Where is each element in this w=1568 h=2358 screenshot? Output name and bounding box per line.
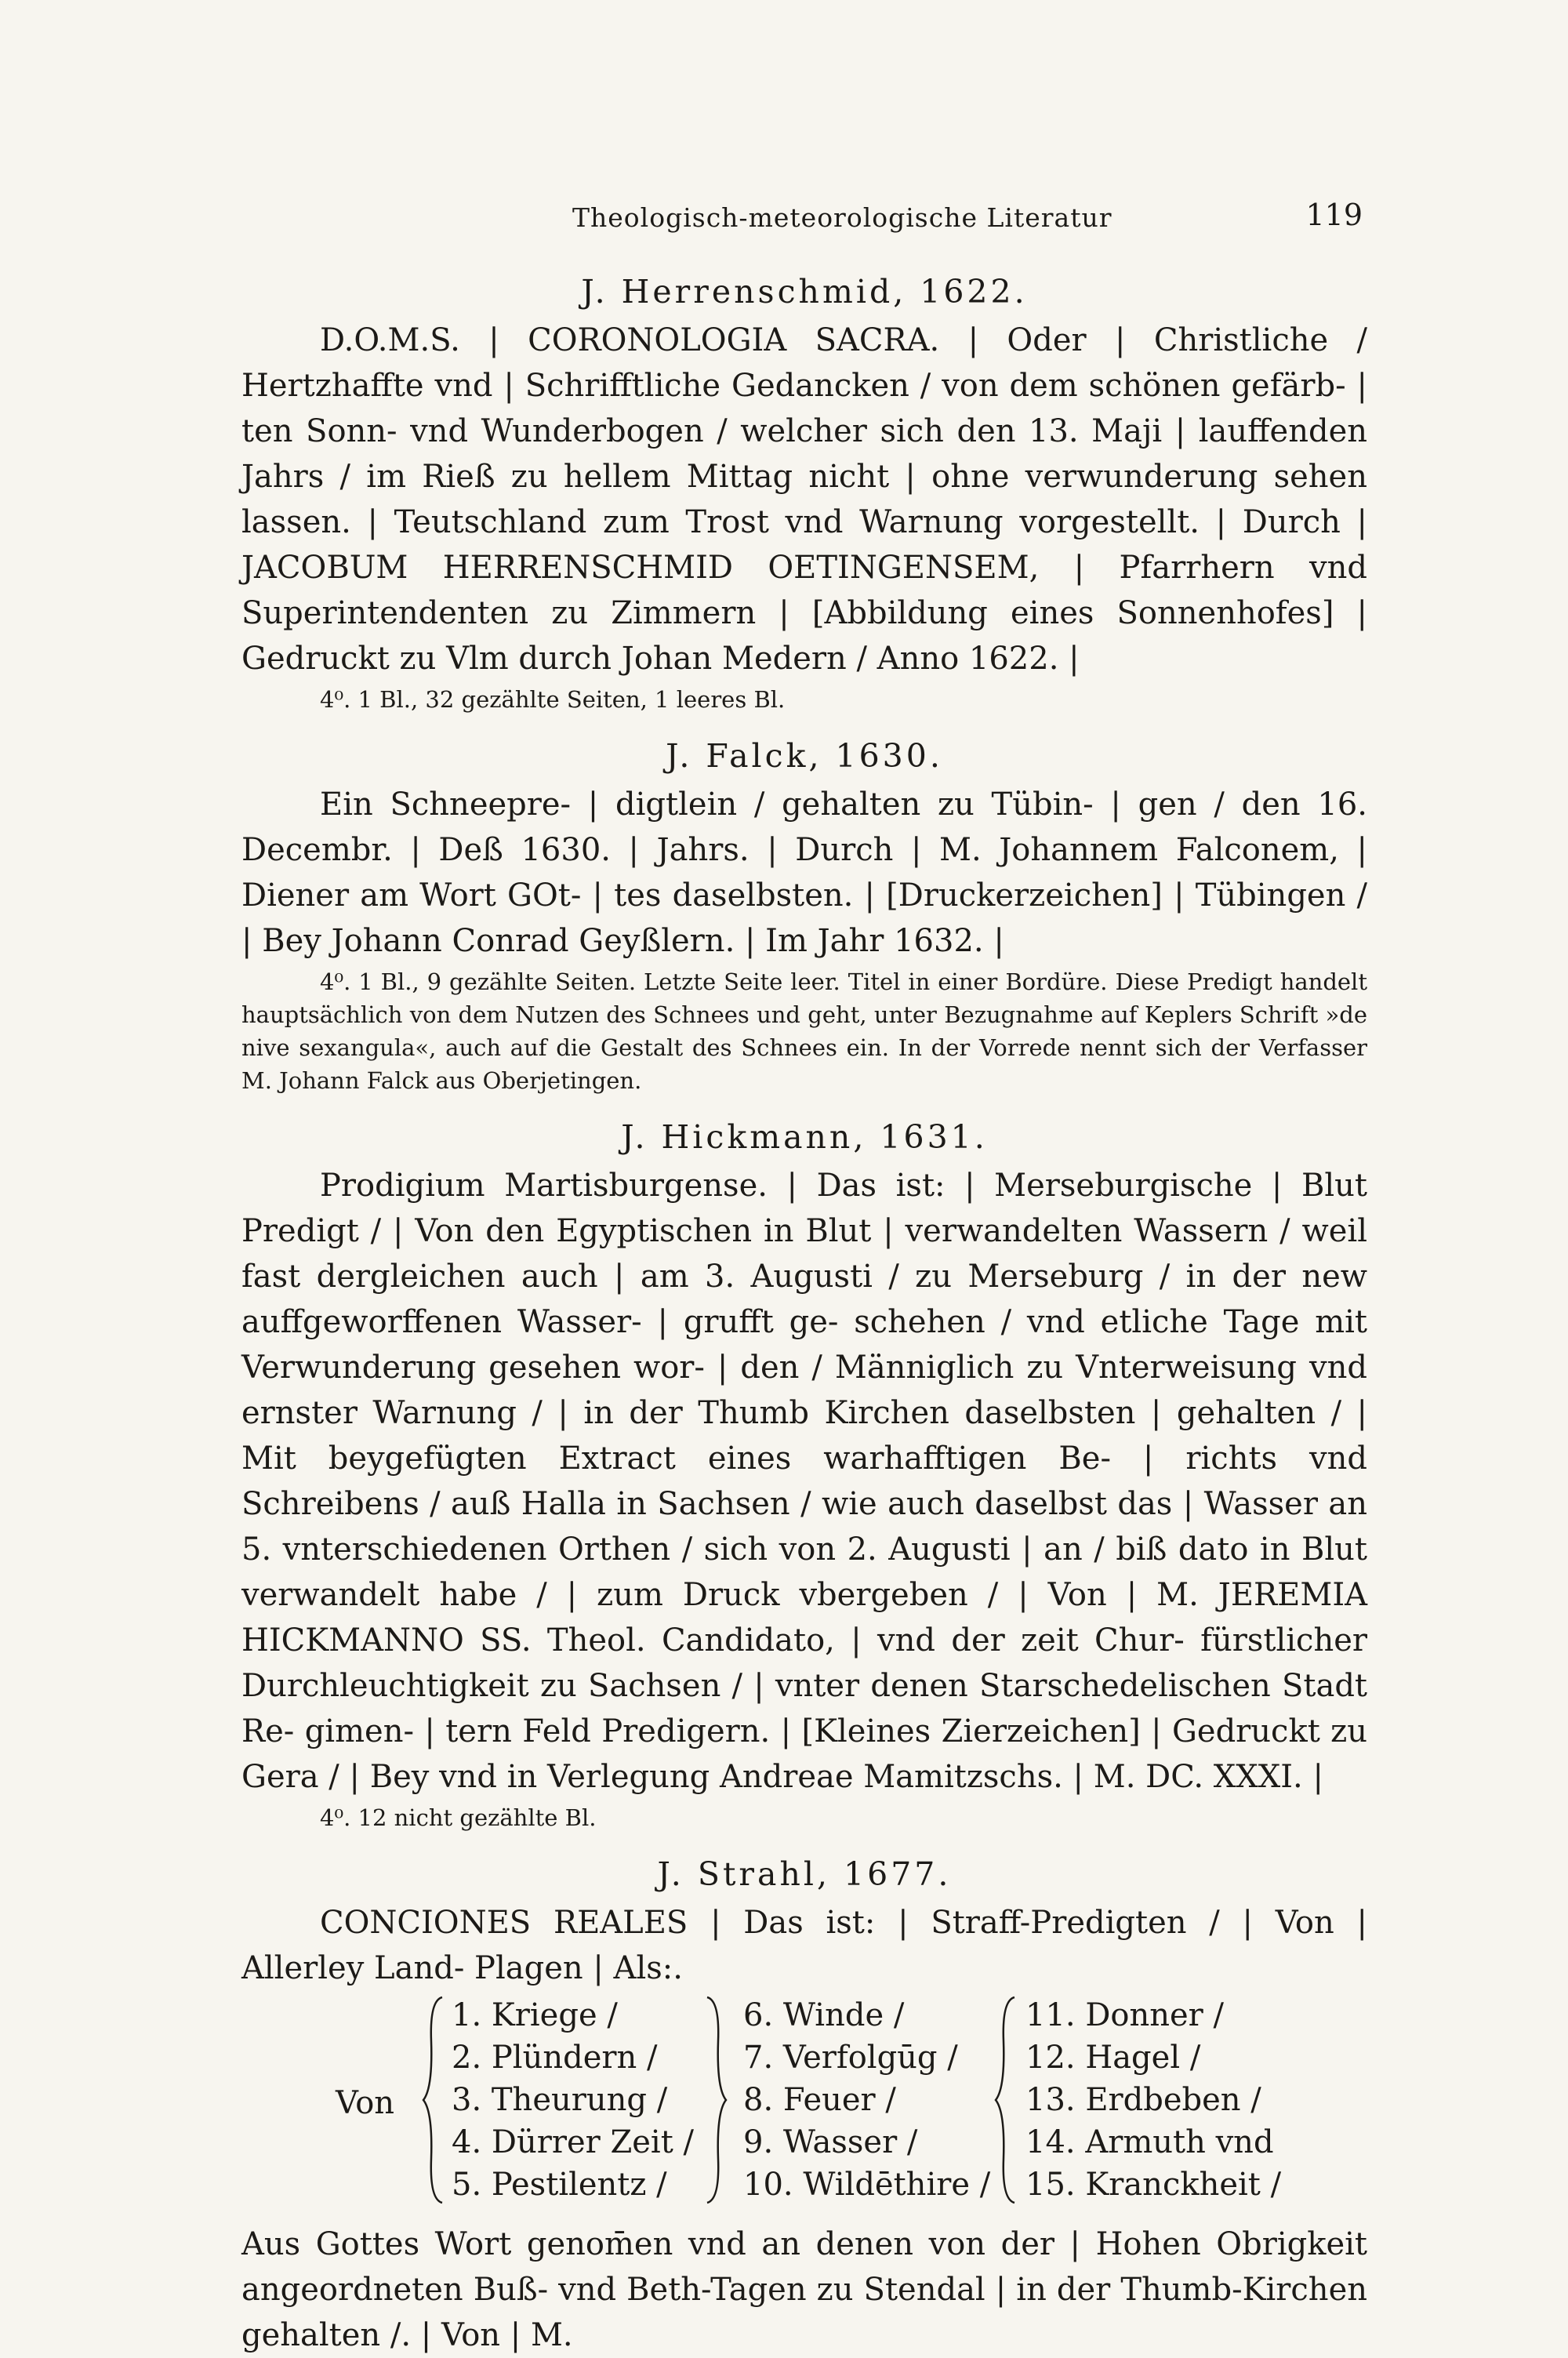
entry-note: 4⁰. 1 Bl., 32 gezählte Seiten, 1 leeres Bl. [320, 686, 786, 713]
list-item: 11. Donner / [1025, 1997, 1224, 2033]
entry-title: Ein Schneepre- | digtlein / gehalten zu Tübin- | gen / den 16. Decembr. | Deß 1630. | Jahrs. | Durch | M. Johannem Falconem, | Diener am Wort GOt- | tes daselbsten. | [Druckerzeichen] | Tübingen / | Bey Johann Conrad Geyßlern. | Im Jahr 1632. | [241, 787, 1367, 959]
list-item: 3. Theurung / [452, 2082, 668, 2118]
entry-title: CONCIONES REALES | Das ist: | Straff-Predigten / | Von | Allerley Land- Plagen | Als:. [241, 1905, 1367, 1986]
entry-heading: J. Hickmann, 1631. [621, 1118, 988, 1156]
page-number: 119 [1305, 198, 1363, 232]
entry-heading: J. Strahl, 1677. [657, 1855, 952, 1893]
plague-list [241, 1994, 1367, 2214]
list-item: 13. Erdbeben / [1025, 2082, 1261, 2118]
list-item: 4. Dürrer Zeit / [452, 2124, 694, 2160]
list-column-1 [452, 1994, 694, 2206]
list-item: 5. Pestilentz / [452, 2167, 667, 2203]
running-head: Theologisch-meteorologische Literatur [572, 202, 1112, 233]
list-item: 7. Verfolgūg / [743, 2040, 958, 2076]
entry-title-continuation: Aus Gottes Wort genom̄en vnd an denen von der | Hohen Obrigkeit angeordneten Buß- vnd Beth-Tagen zu Stendal | in der Thumb-Kirchen gehalten /. | Von | M. [241, 2226, 1367, 2353]
right-brace-icon [994, 1994, 1018, 2206]
entry-title: Prodigium Martisburgense. | Das ist: | Merseburgische | Blut Predigt / | Von den Egyptischen in Blut | verwandelten Wassern / weil fast dergleichen auch | am 3. Augusti / zu Merseburg / in der new auffgeworffenen Wasser- | grufft ge- schehen / vnd etliche Tage mit Verwunderung gesehen wor- | den / Männiglich zu Vnterweisung vnd ernster Warnung / | in der Thumb Kirchen daselbsten | gehalten / | Mit beygefügten Extract eines warhafftigen Be- | richts vnd Schreibens / auß Halla in Sachsen / wie auch daselbst das | Wasser an 5. vnterschiedenen Orthen / sich von 2. Augusti | an / biß dato in Blut verwandelt habe / | zum Druck vbergeben / | Von | M. JEREMIA HICKMANNO SS. Theol. Candidato, | vnd der zeit Chur- fürstlicher Durchleuchtigkeit zu Sachsen / | vnter denen Starschedelischen Stadt Re- gimen- | tern Feld Predigern. | [Kleines Zierzeichen] | Gedruckt zu Gera / | Bey vnd in Verlegung Andreae Mamitzschs. | M. DC. XXXI. | [241, 1168, 1367, 1795]
list-item: 2. Plündern / [452, 2040, 658, 2076]
list-label: Von [336, 2085, 395, 2121]
middle-brace-icon [704, 1994, 728, 2206]
list-item: 9. Wasser / [743, 2124, 918, 2160]
entry-note: 4⁰. 12 nicht gezählte Bl. [320, 1804, 597, 1831]
left-brace-icon [422, 1994, 445, 2206]
entry-heading: J. Herrenschmid, 1622. [581, 273, 1028, 311]
list-item: 12. Hagel / [1025, 2040, 1201, 2076]
list-column-2 [743, 1994, 990, 2206]
entry-title: D.O.M.S. | CORONOLOGIA SACRA. | Oder | Christliche / Hertzhaffte vnd | Schrifftliche Gedancken / von dem schönen gefärb- | ten Sonn- vnd Wunderbogen / welcher sich den 13. Maji | lauffenden Jahrs / im Rieß zu hellem Mittag nicht | ohne verwunderung sehen lassen. | Teutschland zum Trost vnd Warnung vorgestellt. | Durch | JACOBUM HERRENSCHMID OETINGENSEM, | Pfarrhern vnd Superintendenten zu Zimmern | [Abbildung eines Sonnenhofes] | Gedruckt zu Vlm durch Johan Medern / Anno 1622. | [241, 322, 1367, 677]
list-item: 10. Wildēthire / [743, 2167, 991, 2203]
entry-heading: J. Falck, 1630. [666, 737, 943, 775]
list-item: 6. Winde / [743, 1997, 905, 2033]
list-item: 15. Kranckheit / [1025, 2167, 1282, 2203]
list-item: 14. Armuth vnd [1025, 2124, 1274, 2160]
list-item: 8. Feuer / [743, 2082, 896, 2118]
entry-note: 4⁰. 1 Bl., 9 gezählte Seiten. Letzte Seite leer. Titel in einer Bordüre. Diese Predigt handelt hauptsächlich von dem Nutzen des Schnees und geht, unter Bezugnahme auf Keplers Schrift »de nive sexangula«, auch auf die Gestalt des Schnees ein. In der Vorrede nennt sich der Verfasser M. Johann Falck aus Oberjetingen. [241, 968, 1367, 1094]
page-content [241, 255, 1367, 2358]
list-item: 1. Kriege / [452, 1997, 618, 2033]
list-column-3 [1025, 1994, 1281, 2206]
